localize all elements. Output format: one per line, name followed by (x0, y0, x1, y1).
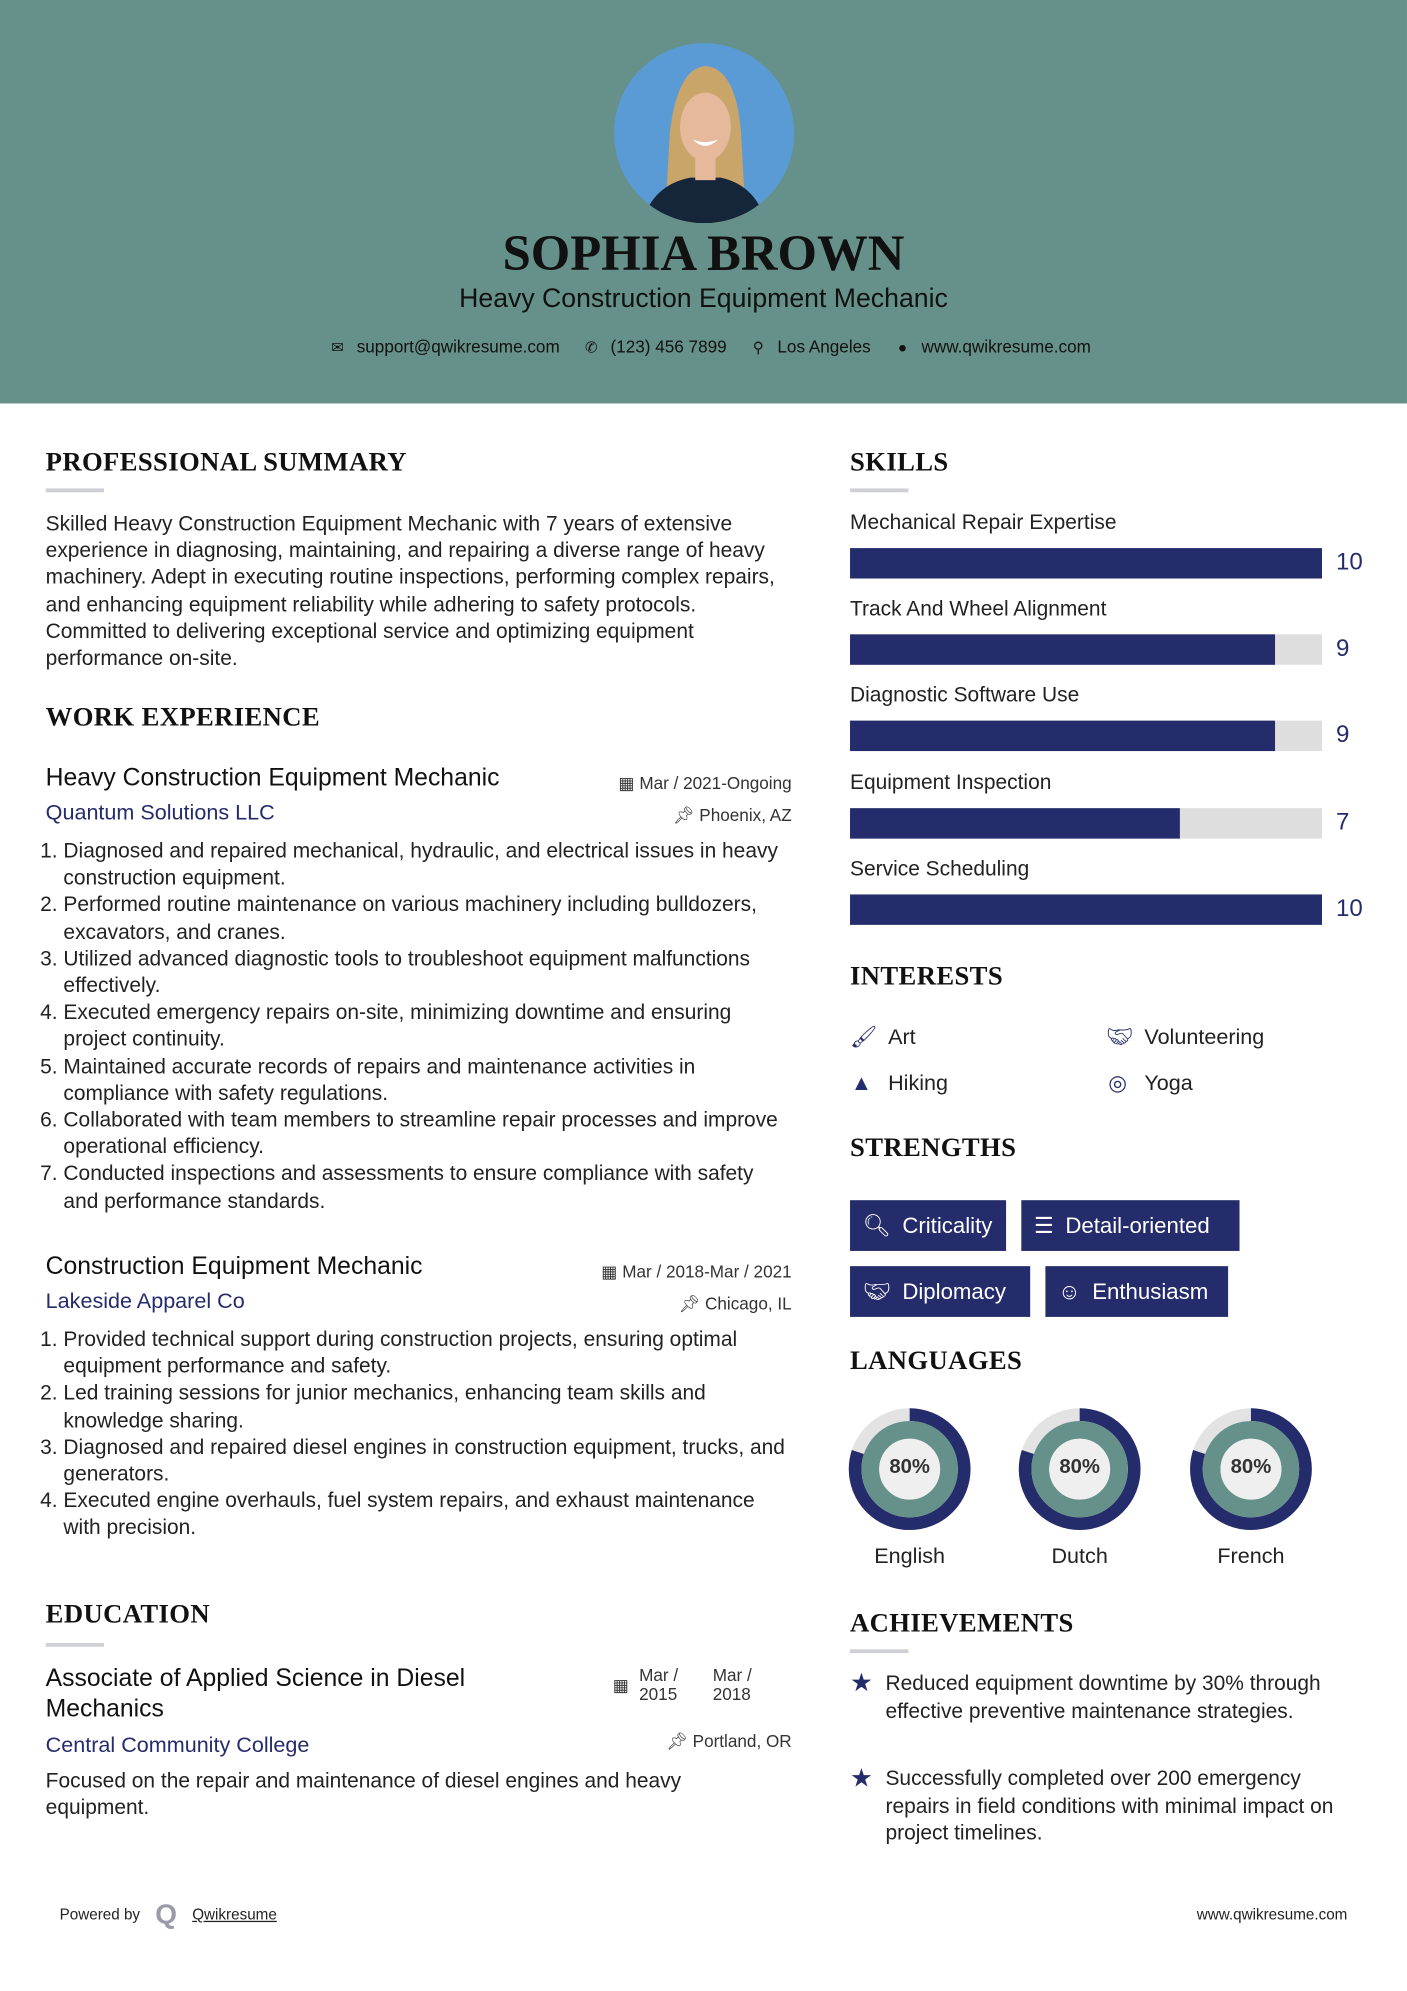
interest-art (850, 1025, 916, 1050)
job-bullet: 5. Maintained accurate records of repairs and maintenance activities in compliance with safety regulations. (63, 1054, 791, 1108)
qwikresume-logo-icon: Q (155, 1897, 177, 1930)
brand-link[interactable]: Qwikresume (192, 1905, 277, 1924)
pin-icon: 📌︎ (678, 1294, 706, 1314)
job-dates (601, 1262, 791, 1282)
school-location (666, 1732, 792, 1752)
job-bullet: 6. Collaborated with team members to streamline repair processes and improve operational efficiency. (63, 1108, 791, 1162)
heading-underline (850, 1649, 908, 1653)
skill-bar (850, 635, 1322, 665)
job-bullet: 3. Utilized advanced diagnostic tools to troubleshoot equipment malfunctions effectively. (63, 946, 791, 1000)
strength-label: Diplomacy (902, 1278, 1006, 1304)
skill-bar (850, 808, 1322, 838)
skill-bar-fill (850, 721, 1275, 751)
interest-label: Art (888, 1025, 916, 1050)
interest-label: Volunteering (1144, 1025, 1265, 1050)
handshake-icon: 🤝︎ (862, 1278, 891, 1304)
education-description: Focused on the repair and maintenance of diesel engines and heavy equipment. (45, 1769, 682, 1820)
dates-text: Mar / 2018-Mar / 2021 (622, 1262, 792, 1282)
location-text: Chicago, IL (705, 1294, 792, 1314)
education-heading: EDUCATION (45, 1598, 210, 1630)
skill-name: Track And Wheel Alignment (850, 597, 1107, 621)
calendar-icon: ▦ (612, 1675, 629, 1695)
job-bullet: 4. Executed engine overhauls, fuel system repairs, and exhaust maintenance with precision. (63, 1488, 791, 1542)
strength-diplomacy (850, 1266, 1030, 1317)
powered-by-text: Powered by (59, 1905, 141, 1924)
star-icon: ★ (850, 1669, 873, 1698)
heading-underline (46, 1643, 104, 1647)
school-name: Central Community College (45, 1733, 310, 1758)
language-percent: 80% (1059, 1456, 1100, 1479)
start-date: Mar / 2015 (639, 1665, 679, 1704)
pin-icon: 📌︎ (672, 805, 700, 825)
job-dates (618, 774, 791, 794)
map-pin-icon: ⚲ (752, 338, 764, 356)
interest-hiking (850, 1071, 948, 1096)
job-location (679, 1294, 792, 1314)
language-name: English (874, 1544, 946, 1569)
skill-bar (850, 721, 1322, 751)
job-2 (46, 1252, 792, 1542)
skill-value: 10 (1335, 895, 1363, 923)
job-location (673, 806, 792, 826)
interest-yoga (1106, 1071, 1192, 1096)
job-bullet: 3. Diagnosed and repaired diesel engines in construction equipment, trucks, and generators. (63, 1435, 791, 1489)
summary-heading: PROFESSIONAL SUMMARY (45, 446, 407, 478)
job-bullet: 2. Led training sessions for junior mechanics, enhancing team skills and knowledge sharing. (63, 1381, 791, 1435)
achievements-heading: ACHIEVEMENTS (850, 1607, 1074, 1638)
skill-value: 9 (1335, 722, 1350, 750)
job-bullet: 1. Diagnosed and repaired mechanical, hydraulic, and electrical issues in heavy construction equipment. (63, 839, 791, 893)
heading-underline (46, 488, 104, 492)
skill-bar-fill (850, 894, 1322, 924)
dates-text: Mar / 2021-Ongoing (639, 773, 792, 793)
skill-name: Mechanical Repair Expertise (850, 511, 1117, 535)
skill-bar-fill (850, 808, 1180, 838)
job-bullets (46, 839, 792, 1216)
star-icon: ★ (850, 1764, 873, 1793)
skill-value: 10 (1335, 549, 1363, 576)
skill-name: Diagnostic Software Use (850, 684, 1080, 708)
calendar-icon: ▦ (618, 773, 640, 793)
company-name: Quantum Solutions LLC (45, 800, 275, 825)
list-icon: ☰ (1033, 1212, 1054, 1238)
end-date: Mar / 2018 (712, 1665, 752, 1704)
achievement-item (850, 1671, 1357, 1726)
skill-bar-fill (850, 635, 1275, 665)
work-heading: WORK EXPERIENCE (45, 701, 321, 733)
phone-text: (123) 456 7899 (610, 337, 727, 357)
skill-name: Equipment Inspection (850, 770, 1052, 794)
strength-enthusiasm (1045, 1266, 1228, 1317)
job-title: Heavy Construction Equipment Mechanic (45, 763, 500, 792)
candidate-title: Heavy Construction Equipment Mechanic (459, 284, 948, 314)
email-link[interactable]: support@qwikresume.com (356, 337, 560, 357)
skill-bar-fill (850, 548, 1322, 578)
job-title: Construction Equipment Mechanic (45, 1252, 423, 1281)
handshake-icon: 🤝︎ (1106, 1025, 1134, 1050)
strength-detail-oriented (1021, 1200, 1239, 1251)
interest-volunteering (1106, 1025, 1264, 1050)
globe-icon: ● (897, 338, 908, 356)
language-percent: 80% (1230, 1456, 1272, 1479)
languages-heading: LANGUAGES (850, 1344, 1023, 1376)
skill-name: Service Scheduling (850, 857, 1030, 881)
company-name: Lakeside Apparel Co (45, 1288, 245, 1314)
job-bullets (46, 1327, 792, 1542)
candidate-name: SOPHIA BROWN (502, 224, 905, 282)
heading-underline (850, 488, 908, 492)
contact-bar (0, 337, 1407, 356)
job-bullet: 1. Provided technical support during construction projects, ensuring optimal equipment performance and safety. (63, 1327, 791, 1381)
location-text: Phoenix, AZ (699, 805, 792, 825)
calendar-icon: ▦ (601, 1262, 623, 1282)
job-bullet: 4. Executed emergency repairs on-site, minimizing downtime and ensuring project continuity. (63, 1000, 791, 1054)
skill-bar (850, 548, 1322, 578)
achievement-text: Reduced equipment downtime by 30% through effective preventive maintenance strategies. (885, 1672, 1321, 1723)
smile-icon: ☺ (1058, 1278, 1081, 1304)
achievement-text: Successfully completed over 200 emergency repairs in field conditions with minimal impact on project timelines. (885, 1767, 1334, 1845)
skills-heading: SKILLS (850, 446, 949, 478)
degree: Associate of Applied Science in Diesel Mechanics (45, 1664, 466, 1723)
language-percent: 80% (889, 1456, 930, 1479)
location-text: Los Angeles (777, 337, 871, 357)
skill-bar (850, 894, 1322, 924)
language-name: Dutch (1051, 1544, 1108, 1569)
strength-criticality (850, 1200, 1006, 1251)
strength-label: Enthusiasm (1092, 1278, 1209, 1304)
footer-site-link[interactable]: www.qwikresume.com (1196, 1905, 1348, 1924)
strengths-heading: STRENGTHS (850, 1131, 1017, 1163)
interest-label: Hiking (888, 1070, 949, 1095)
language-name: French (1217, 1544, 1285, 1569)
achievement-item (850, 1766, 1357, 1848)
job-bullet: 7. Conducted inspections and assessments to ensure compliance with safety and performance standards. (63, 1161, 791, 1215)
strength-label: Criticality (902, 1212, 993, 1238)
phone-icon: ✆ (585, 338, 598, 356)
pin-icon: 📌︎ (666, 1731, 693, 1751)
education-dates (613, 1666, 776, 1704)
skill-value: 9 (1335, 635, 1350, 663)
job-bullet: 2. Performed routine maintenance on various machinery including bulldozers, excavators, and cranes. (63, 892, 791, 946)
tree-icon: ▲ (850, 1070, 873, 1095)
interests-heading: INTERESTS (850, 960, 1004, 991)
interest-label: Yoga (1144, 1070, 1193, 1095)
profile-photo (614, 43, 794, 223)
location-text: Portland, OR (692, 1731, 792, 1751)
search-icon: 🔍︎ (862, 1212, 891, 1238)
strength-label: Detail-oriented (1065, 1212, 1210, 1238)
website-link[interactable]: www.qwikresume.com (921, 337, 1091, 357)
summary-text: Skilled Heavy Construction Equipment Mechanic with 7 years of extensive experience in diagnosing, maintaining, and repairing a diverse range of heavy machinery. Adept in executing routine inspections, performing complex repairs, and enhancing equipment reliability while adhering to safety protocols. Committed to delivering exceptional service and optimizing equipment performance on-site. (45, 512, 775, 670)
skill-value: 7 (1335, 808, 1350, 836)
lifering-icon: ◎ (1108, 1070, 1128, 1095)
job-1 (46, 764, 792, 1215)
footer-powered (60, 1898, 277, 1931)
header (0, 0, 1407, 403)
paintbrush-icon: 🖌︎ (850, 1025, 878, 1050)
envelope-icon: ✉ (331, 338, 345, 356)
